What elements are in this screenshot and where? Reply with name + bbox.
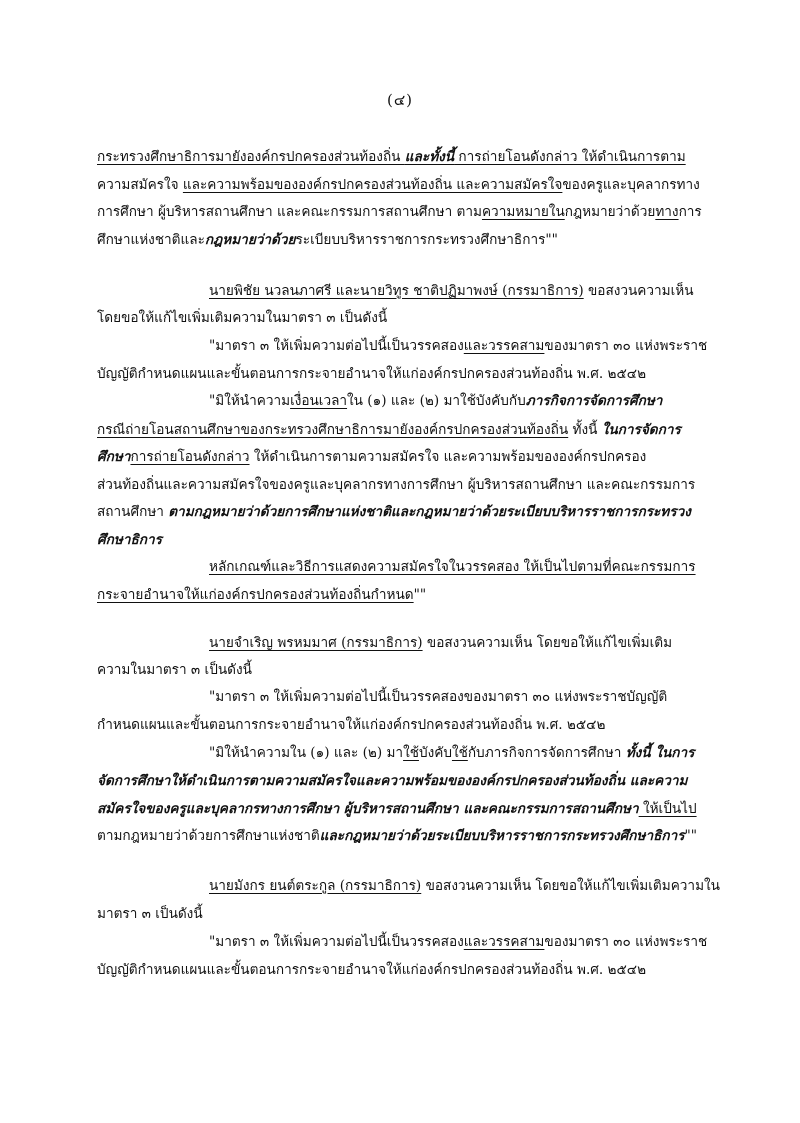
text-run: การศึกษา ผู้บริหารสถานศึกษา และคณะกรรมการสถานศึกษา ตาม <box>97 204 482 220</box>
text-run: กำหนดแผนและขั้นตอนการกระจายอำนาจให้แก่องค์กรปกครองส่วนท้องถิ่น พ.ศ. ๒๕๔๒ <box>97 717 606 733</box>
text-run: "มิให้นำความใน (๑) และ (๒) มา <box>209 745 404 761</box>
text-run: ให้ดำเนินการตามความสมัครใจ และความพร้อมขององค์กรปกครอง <box>249 449 647 465</box>
text-run: กระจายอำนาจให้แก่องค์กรปกครองส่วนท้องถิ่นกำหนด <box>97 587 414 603</box>
text-run: ส่วนท้องถิ่นและความสมัครใจของครูและบุคลากรทางการศึกษา ผู้บริหารสถานศึกษา และคณะกรรมการ <box>97 477 696 493</box>
text-line <box>97 476 707 494</box>
text-run: ตามกฎหมายว่าด้วยการศึกษาแห่งชาติ <box>97 828 320 844</box>
text-run: ขอสงวนความเห็น <box>583 283 694 299</box>
text-run: ระเบียบบริหารราชการกระทรวงศึกษาธิการ"" <box>295 232 558 248</box>
text-run: ขอสงวนความเห็น โดยขอให้แก้ไขเพิ่มเติม <box>422 635 673 651</box>
text-run: ของมาตรา ๓๐ แห่งพระราช <box>544 338 708 354</box>
text-run: และความพร้อมขององค์กรปกครองส่วนท้องถิ่น และความสมัครใจ <box>182 177 563 193</box>
text-line <box>209 337 709 355</box>
text-line <box>97 309 397 327</box>
text-line <box>97 586 457 604</box>
text-run: และทั้งนี้ <box>404 149 455 165</box>
text-line <box>97 365 707 383</box>
text-line <box>209 392 709 410</box>
text-run: การถ่ายโอนดังกล่าว <box>130 449 250 465</box>
text-run: และวรรคสาม <box>463 934 545 950</box>
text-line <box>97 961 707 979</box>
text-line <box>97 231 558 249</box>
text-run: "มิให้นำความ <box>209 393 291 409</box>
text-run: ใช้ <box>403 745 419 761</box>
text-run: นายมังกร ยนต์ตระกูล (กรรมาธิการ) <box>209 878 422 894</box>
text-run: ศึกษาแห่งชาติและ <box>97 232 205 248</box>
text-run: และวรรคสาม <box>463 338 545 354</box>
text-run: ขอสงวนความเห็น โดยขอให้แก้ไขเพิ่มเติมความใน <box>421 878 720 894</box>
text-run: และกฎหมายว่าด้วยระเบียบบริหารราชการกระทรวงศึกษาธิการ <box>319 828 685 844</box>
text-line <box>97 716 707 734</box>
text-line <box>97 661 397 679</box>
text-line <box>209 634 709 652</box>
text-line <box>97 531 217 549</box>
text-line <box>209 877 720 895</box>
text-line <box>209 933 709 951</box>
text-run: ให้เป็นไป <box>638 801 697 817</box>
text-run: ศึกษา <box>97 449 131 465</box>
text-line <box>209 688 709 706</box>
text-run: ความสมัครใจ <box>97 177 183 193</box>
text-run: ศึกษาธิการ <box>97 532 162 548</box>
text-run: ตามกฎหมายว่าด้วยการศึกษาแห่งชาติและกฎหมายว่าด้วยระเบียบบริหารราชการกระทรวง <box>168 504 691 520</box>
text-run: เงื่อนเวลา <box>290 393 348 409</box>
text-line <box>97 772 707 790</box>
text-run: "" <box>684 828 698 844</box>
text-run: บัญญัติกำหนดแผนและขั้นตอนการกระจายอำนาจให้แก่องค์กรปกครองส่วนท้องถิ่น พ.ศ. ๒๕๔๒ <box>97 366 647 382</box>
text-run: กับภารกิจการจัดการศึกษา <box>467 745 626 761</box>
text-run: ของครูและบุคลากรทาง <box>562 177 700 193</box>
text-line <box>97 800 707 818</box>
text-run: นายจำเริญ พรหมมาศ (กรรมาธิการ) <box>209 635 423 651</box>
text-run: บัญญัติกำหนดแผนและขั้นตอนการกระจายอำนาจให้แก่องค์กรปกครองส่วนท้องถิ่น พ.ศ. ๒๕๔๒ <box>97 962 647 978</box>
text-run: กรณีถ่ายโอนสถานศึกษาของกระทรวงศึกษาธิการมายังองค์กรปกครองส่วนท้องถิ่น <box>97 422 569 438</box>
text-run: ใช้ <box>451 745 468 761</box>
text-run: การถ่ายโอนดังกล่าว ให้ดำเนินการตาม <box>454 149 686 165</box>
text-run: กฎหมายว่าด้วย <box>204 232 296 248</box>
page-number: (๔) <box>386 91 414 109</box>
text-run: สถานศึกษา <box>97 504 169 520</box>
text-line <box>209 558 709 576</box>
text-line <box>97 148 707 166</box>
text-run: "" <box>413 587 427 603</box>
text-run: ใน (๑) และ (๒) มาใช้บังคับกับ <box>347 393 526 409</box>
text-run: ทาง <box>655 204 679 220</box>
text-run: ทั้งนี้ <box>568 422 602 438</box>
text-run: จัดการศึกษาให้ดำเนินการตามความสมัครใจและความพร้อมขององค์กรปกครองส่วนท้องถิ่น และความ <box>97 773 688 789</box>
text-line <box>97 421 707 439</box>
text-run: ความในมาตรา ๓ เป็นดังนี้ <box>97 662 252 678</box>
text-run: ในการจัดการ <box>601 422 681 438</box>
text-run: ทั้งนี้ ในการ <box>625 745 695 761</box>
text-line <box>97 503 707 521</box>
text-run: นายพิชัย นวลนภาศรี และนายวิทูร ชาติปฏิมาพงษ์ (กรรมาธิการ) <box>209 283 584 299</box>
text-run: ความหมายใน <box>481 204 565 220</box>
text-run: "มาตรา ๓ ให้เพิ่มความต่อไปนี้เป็นวรรคสอง <box>209 934 464 950</box>
text-run: กระทรวงศึกษาธิการมายังองค์กรปกครองส่วนท้องถิ่น <box>97 149 405 165</box>
text-run: กฎหมายว่าด้วย <box>564 204 656 220</box>
text-run: โดยขอให้แก้ไขเพิ่มเติมความในมาตรา ๓ เป็นดังนี้ <box>97 310 388 326</box>
text-line <box>97 203 707 221</box>
text-line <box>97 905 397 923</box>
text-run: การ <box>678 204 702 220</box>
text-run: หลักเกณฑ์และวิธีการแสดงความสมัครใจในวรรคสอง ให้เป็นไปตามที่คณะกรรมการ <box>209 559 696 575</box>
text-line <box>97 176 707 194</box>
text-run: ภารกิจการจัดการศึกษา <box>525 393 663 409</box>
text-run: สมัครใจของครูและบุคลากรทางการศึกษา ผู้บริหารสถานศึกษา และคณะกรรมการสถานศึกษา <box>97 801 639 817</box>
text-run: บังคับ <box>418 745 452 761</box>
text-line <box>209 744 709 762</box>
text-run: "มาตรา ๓ ให้เพิ่มความต่อไปนี้เป็นวรรคสองของมาตรา ๓๐ แห่งพระราชบัญญัติ <box>209 689 668 705</box>
text-line <box>97 827 707 845</box>
text-line <box>97 448 707 466</box>
text-run: "มาตรา ๓ ให้เพิ่มความต่อไปนี้เป็นวรรคสอง <box>209 338 464 354</box>
text-run: มาตรา ๓ เป็นดังนี้ <box>97 906 203 922</box>
text-line <box>209 282 709 300</box>
text-run: ของมาตรา ๓๐ แห่งพระราช <box>544 934 708 950</box>
